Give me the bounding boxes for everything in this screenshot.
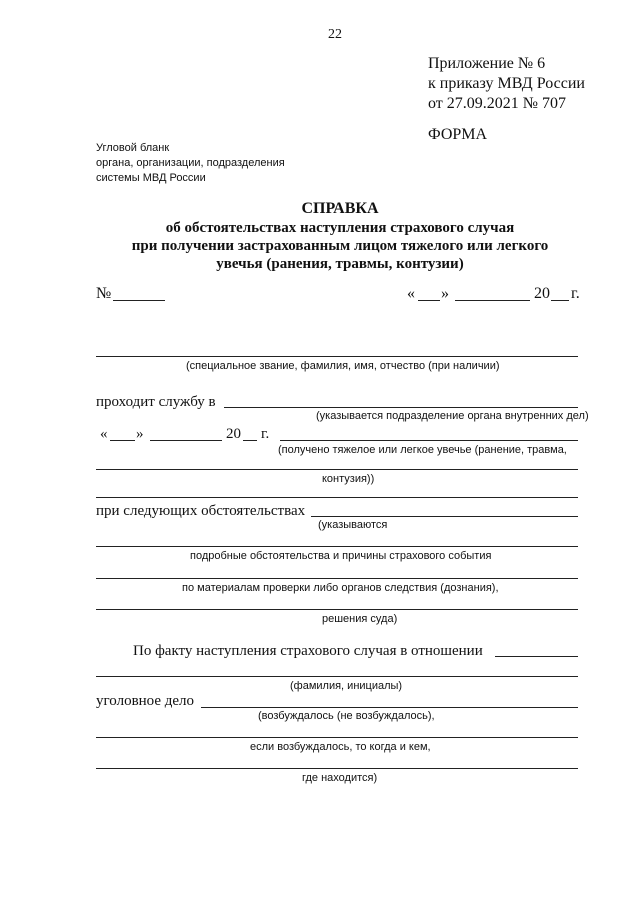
criminal-case-field-2[interactable] [96, 737, 578, 738]
appendix-line-2: к приказу МВД России [428, 75, 585, 92]
injury-date-close-quote: » [136, 426, 144, 442]
fact-field[interactable] [495, 656, 578, 657]
circumstances-label: при следующих обстоятельствах [96, 503, 306, 519]
date-day-field[interactable] [418, 300, 440, 301]
service-field[interactable] [224, 407, 578, 408]
injury-hint-2: контузия)) [322, 473, 375, 485]
injury-field-continued[interactable] [96, 469, 578, 470]
name-hint-text: (специальное звание, фамилия, имя, отчество (при наличии) [186, 360, 500, 372]
circumstances-hint-2: подробные обстоятельства и причины страхового события [190, 550, 492, 562]
number-label: № [96, 285, 112, 302]
injury-field[interactable] [280, 440, 578, 441]
service-label: проходит службу в [96, 394, 216, 410]
criminal-case-field[interactable] [201, 707, 578, 708]
document-title: СПРАВКА [301, 200, 379, 217]
injury-date-open-quote: « [100, 426, 108, 442]
document-subtitle-1: об обстоятельствах наступления страхового случая [165, 220, 515, 236]
appendix-line-1: Приложение № 6 [428, 55, 546, 72]
circumstances-hint-1: (указываются [318, 519, 388, 531]
injury-date-month-field[interactable] [150, 440, 222, 441]
circumstances-field[interactable] [311, 516, 578, 517]
circumstances-field-2[interactable] [96, 546, 578, 547]
circumstances-hint-4: решения суда) [322, 613, 398, 625]
circumstances-hint-3: по материалам проверки либо органов следствия (дознания), [182, 582, 499, 594]
criminal-case-hint-3: где находится) [302, 772, 378, 784]
injury-date-year-prefix: 20 [226, 426, 241, 442]
date-month-field[interactable] [455, 300, 530, 301]
injury-hint-1: (получено тяжелое или легкое увечье (ранение, травма, [278, 444, 567, 456]
service-hint: (указывается подразделение органа внутренних дел) [316, 410, 589, 422]
fact-label: По факту наступления страхового случая в отношении [133, 643, 483, 659]
circumstances-field-4[interactable] [96, 609, 578, 610]
fact-hint: (фамилия, инициалы) [290, 680, 403, 692]
date-year-prefix: 20 [534, 285, 550, 302]
fact-field-2[interactable] [96, 676, 578, 677]
injury-date-day-field[interactable] [110, 440, 135, 441]
injury-date-year-field[interactable] [243, 440, 257, 441]
date-year-field[interactable] [551, 300, 569, 301]
appendix-line-3: от 27.09.2021 № 707 [428, 95, 567, 112]
number-field[interactable] [113, 300, 165, 301]
date-year-suffix: г. [571, 285, 580, 302]
document-subtitle-3: увечья (ранения, травмы, контузии) [216, 256, 464, 272]
date-open-quote: « [407, 285, 415, 302]
name-field[interactable] [96, 356, 578, 357]
corner-stamp-line-3: системы МВД России [96, 172, 206, 184]
circumstances-field-3[interactable] [96, 578, 578, 579]
document-subtitle-2: при получении застрахованным лицом тяжелого или легкого [131, 238, 549, 254]
blank-line-1[interactable] [96, 497, 578, 498]
criminal-case-field-3[interactable] [96, 768, 578, 769]
criminal-case-label: уголовное дело [96, 693, 195, 709]
criminal-case-hint-1: (возбуждалось (не возбуждалось), [258, 710, 435, 722]
injury-date-year-suffix: г. [261, 426, 270, 442]
corner-stamp-line-1: Угловой бланк [96, 142, 170, 154]
date-close-quote: » [441, 285, 449, 302]
criminal-case-hint-2: если возбуждалось, то когда и кем, [250, 741, 431, 753]
page-number: 22 [328, 27, 342, 42]
corner-stamp-line-2: органа, организации, подразделения [96, 157, 285, 169]
form-label: ФОРМА [428, 126, 488, 143]
